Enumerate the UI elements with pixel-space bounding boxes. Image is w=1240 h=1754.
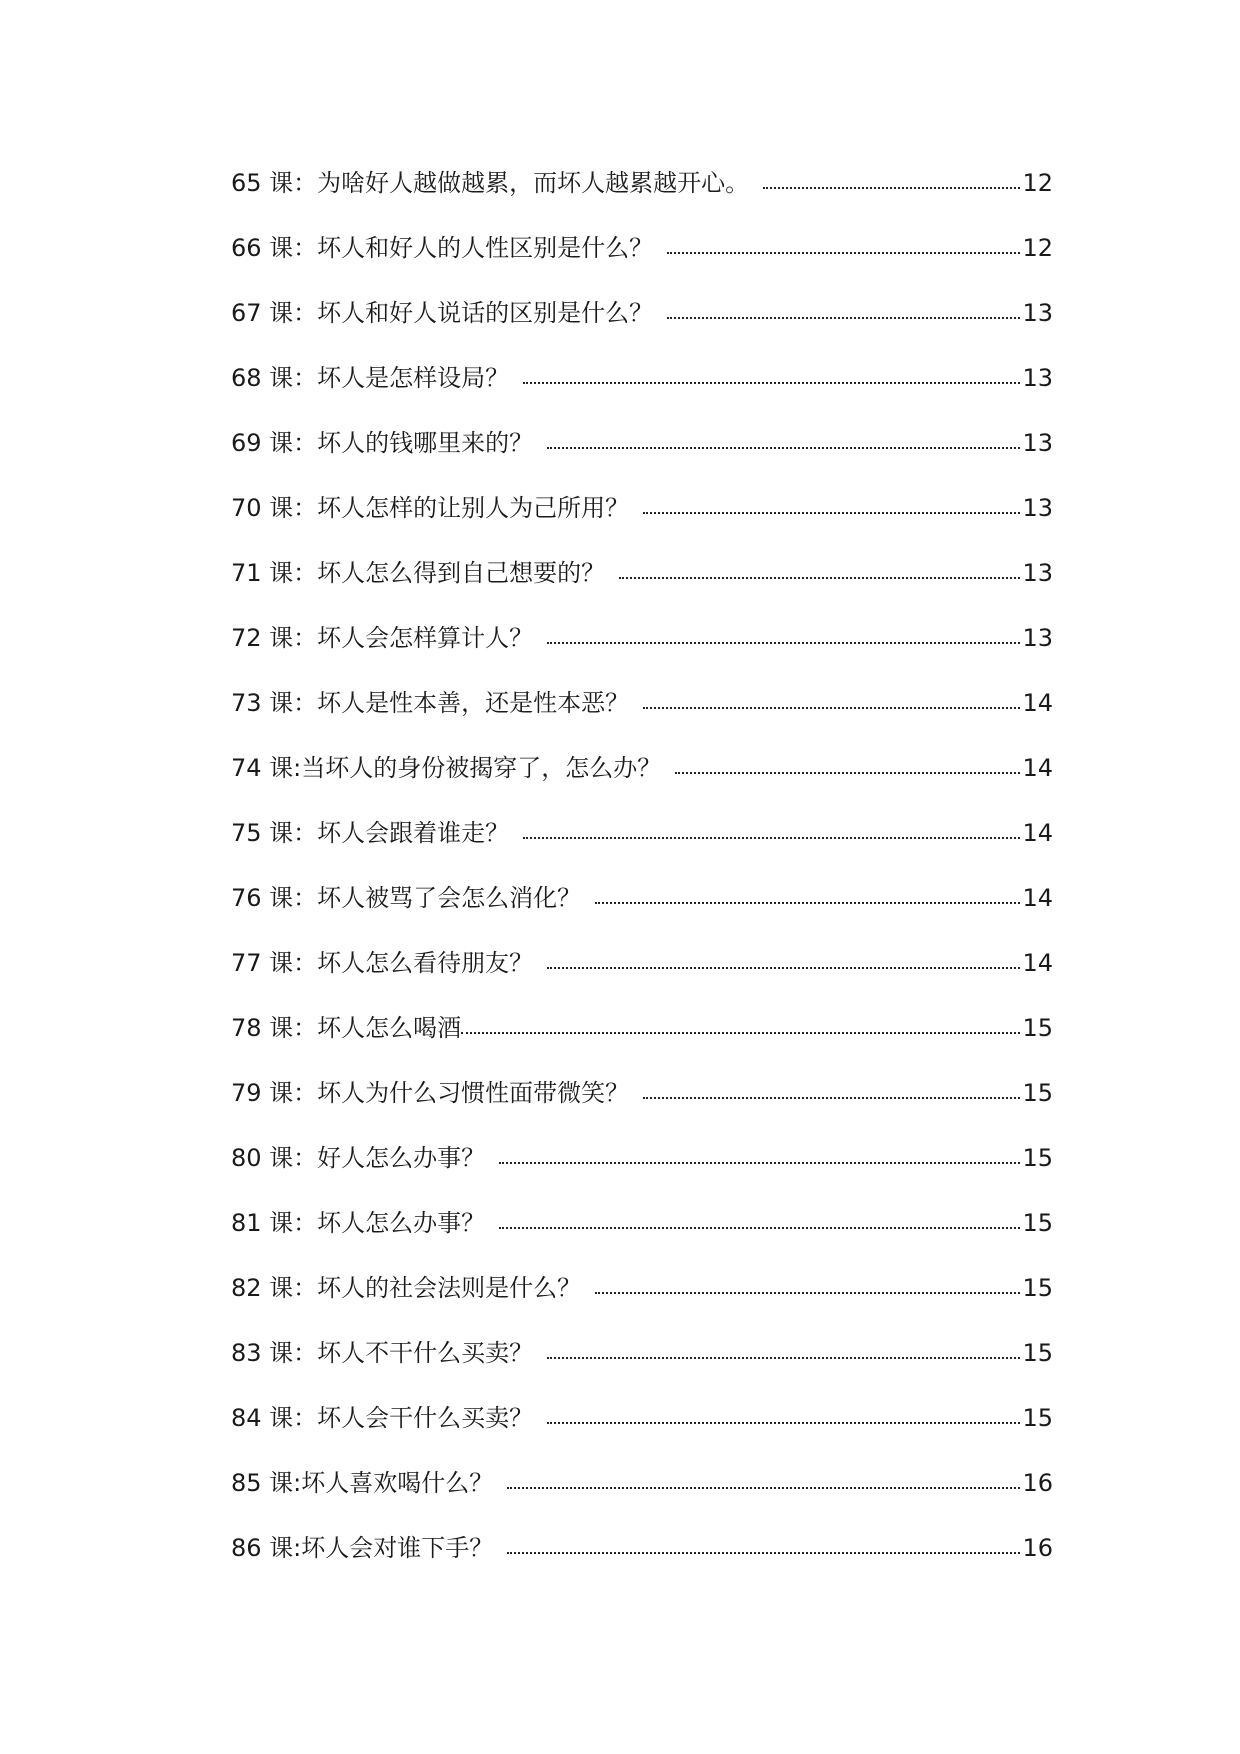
toc-dot-leader xyxy=(507,1552,1020,1554)
toc-entry-title: 83 课：坏人不干什么买卖？ xyxy=(231,1339,534,1367)
toc-entry[interactable] xyxy=(231,1516,1053,1581)
toc-entry[interactable] xyxy=(231,736,1053,801)
toc-entry-page: 15 xyxy=(1022,1144,1053,1172)
toc-dot-leader xyxy=(547,1357,1020,1359)
toc-entry-page: 16 xyxy=(1022,1534,1053,1562)
toc-entry-title: 73 课：坏人是性本善，还是性本恶？ xyxy=(231,689,630,717)
toc-entry-title: 85 课:坏人喜欢喝什么？ xyxy=(231,1469,494,1497)
toc-entry[interactable] xyxy=(231,931,1053,996)
toc-dot-leader xyxy=(547,1422,1020,1424)
toc-entry[interactable] xyxy=(231,1256,1053,1321)
toc-dot-leader xyxy=(461,1032,1020,1034)
toc-entry[interactable] xyxy=(231,216,1053,281)
toc-entry[interactable] xyxy=(231,1451,1053,1516)
toc-dot-leader xyxy=(667,252,1020,254)
toc-dot-leader xyxy=(499,1162,1020,1164)
toc-entry[interactable] xyxy=(231,801,1053,866)
toc-entry-page: 15 xyxy=(1022,1209,1053,1237)
toc-entry-page: 16 xyxy=(1022,1469,1053,1497)
toc-entry-page: 13 xyxy=(1022,429,1053,457)
toc-entry[interactable] xyxy=(231,411,1053,476)
toc-dot-leader xyxy=(523,837,1020,839)
toc-entry-title: 72 课：坏人会怎样算计人？ xyxy=(231,624,534,652)
toc-entry[interactable] xyxy=(231,1386,1053,1451)
toc-dot-leader xyxy=(547,642,1020,644)
toc-entry-title: 81 课：坏人怎么办事？ xyxy=(231,1209,486,1237)
toc-entry-title: 69 课：坏人的钱哪里来的？ xyxy=(231,429,534,457)
toc-entry[interactable] xyxy=(231,281,1053,346)
toc-entry-page: 14 xyxy=(1022,754,1053,782)
toc-entry-title: 79 课：坏人为什么习惯性面带微笑？ xyxy=(231,1079,630,1107)
toc-dot-leader xyxy=(619,577,1020,579)
toc-entry-page: 14 xyxy=(1022,689,1053,717)
toc-entry-page: 13 xyxy=(1022,364,1053,392)
toc-entry-page: 13 xyxy=(1022,494,1053,522)
toc-entry-page: 15 xyxy=(1022,1274,1053,1302)
toc-entry[interactable] xyxy=(231,151,1053,216)
toc-entry-page: 15 xyxy=(1022,1079,1053,1107)
toc-entry-title: 71 课：坏人怎么得到自己想要的？ xyxy=(231,559,606,587)
toc-dot-leader xyxy=(667,317,1020,319)
table-of-contents xyxy=(231,151,1053,1581)
toc-entry[interactable] xyxy=(231,1061,1053,1126)
toc-dot-leader xyxy=(595,902,1020,904)
toc-dot-leader xyxy=(499,1227,1020,1229)
toc-entry[interactable] xyxy=(231,476,1053,541)
toc-entry[interactable] xyxy=(231,996,1053,1061)
toc-entry-page: 15 xyxy=(1022,1339,1053,1367)
toc-dot-leader xyxy=(763,187,1020,189)
toc-entry-title: 86 课:坏人会对谁下手？ xyxy=(231,1534,494,1562)
toc-entry-title: 66 课：坏人和好人的人性区别是什么？ xyxy=(231,234,654,262)
toc-dot-leader xyxy=(675,772,1020,774)
toc-entry-page: 15 xyxy=(1022,1404,1053,1432)
toc-entry-page: 15 xyxy=(1022,1014,1053,1042)
toc-entry-title: 80 课：好人怎么办事？ xyxy=(231,1144,486,1172)
toc-entry[interactable] xyxy=(231,1321,1053,1386)
toc-entry-page: 14 xyxy=(1022,884,1053,912)
toc-entry[interactable] xyxy=(231,346,1053,411)
toc-entry-page: 13 xyxy=(1022,559,1053,587)
toc-entry-title: 77 课：坏人怎么看待朋友？ xyxy=(231,949,534,977)
toc-entry[interactable] xyxy=(231,1126,1053,1191)
toc-dot-leader xyxy=(547,447,1020,449)
toc-entry-title: 68 课：坏人是怎样设局？ xyxy=(231,364,510,392)
toc-dot-leader xyxy=(523,382,1020,384)
toc-dot-leader xyxy=(643,707,1020,709)
toc-entry[interactable] xyxy=(231,606,1053,671)
toc-entry-title: 65 课：为啥好人越做越累，而坏人越累越开心。 xyxy=(231,169,750,197)
toc-entry-title: 84 课：坏人会干什么买卖？ xyxy=(231,1404,534,1432)
toc-entry-page: 12 xyxy=(1022,234,1053,262)
toc-dot-leader xyxy=(643,512,1020,514)
toc-entry-title: 70 课：坏人怎样的让别人为己所用？ xyxy=(231,494,630,522)
toc-entry[interactable] xyxy=(231,671,1053,736)
toc-entry-page: 13 xyxy=(1022,624,1053,652)
toc-entry-title: 76 课：坏人被骂了会怎么消化？ xyxy=(231,884,582,912)
toc-entry-title: 78 课：坏人怎么喝酒 xyxy=(231,1014,462,1042)
toc-dot-leader xyxy=(547,967,1020,969)
toc-dot-leader xyxy=(595,1292,1020,1294)
toc-dot-leader xyxy=(643,1097,1020,1099)
toc-entry-page: 13 xyxy=(1022,299,1053,327)
toc-entry-page: 14 xyxy=(1022,819,1053,847)
toc-entry-title: 67 课：坏人和好人说话的区别是什么？ xyxy=(231,299,654,327)
toc-entry-page: 12 xyxy=(1022,169,1053,197)
toc-dot-leader xyxy=(507,1487,1020,1489)
toc-entry[interactable] xyxy=(231,1191,1053,1256)
toc-entry-title: 75 课：坏人会跟着谁走？ xyxy=(231,819,510,847)
toc-entry[interactable] xyxy=(231,866,1053,931)
toc-entry-title: 82 课：坏人的社会法则是什么？ xyxy=(231,1274,582,1302)
toc-entry-page: 14 xyxy=(1022,949,1053,977)
toc-entry[interactable] xyxy=(231,541,1053,606)
toc-entry-title: 74 课:当坏人的身份被揭穿了，怎么办？ xyxy=(231,754,662,782)
